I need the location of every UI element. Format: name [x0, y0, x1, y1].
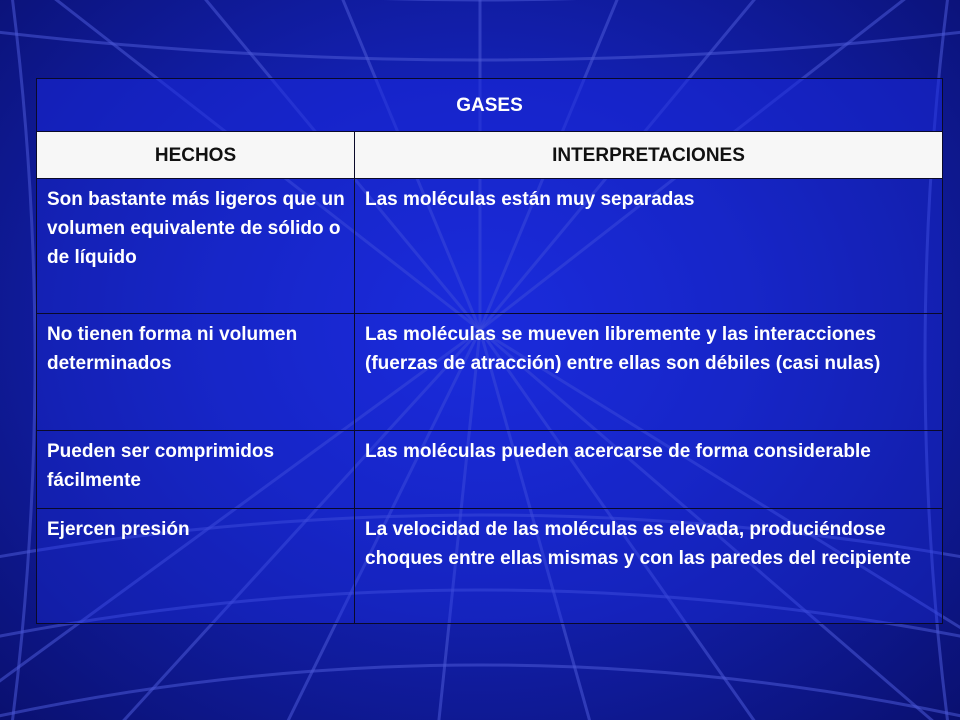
fact-cell: Ejercen presión	[37, 509, 355, 624]
table-row	[37, 509, 943, 624]
header-hechos: HECHOS	[37, 132, 355, 179]
fact-cell: No tienen forma ni volumen determinados	[37, 314, 355, 431]
interpretation-cell: La velocidad de las moléculas es elevada, produciéndose choques entre ellas mismas y con las paredes del recipiente	[355, 509, 943, 624]
table-row	[37, 314, 943, 431]
table-header-row	[37, 132, 943, 179]
interpretation-cell: Las moléculas están muy separadas	[355, 179, 943, 314]
table-title-row	[37, 79, 943, 132]
table-title: GASES	[37, 79, 943, 132]
fact-cell: Pueden ser comprimidos fácilmente	[37, 431, 355, 509]
table-row	[37, 431, 943, 509]
fact-cell: Son bastante más ligeros que un volumen equivalente de sólido o de líquido	[37, 179, 355, 314]
interpretation-cell: Las moléculas se mueven libremente y las interacciones (fuerzas de atracción) entre ellas son débiles (casi nulas)	[355, 314, 943, 431]
gases-table	[36, 78, 943, 624]
table-row	[37, 179, 943, 314]
interpretation-cell: Las moléculas pueden acercarse de forma considerable	[355, 431, 943, 509]
header-interpretaciones: INTERPRETACIONES	[355, 132, 943, 179]
